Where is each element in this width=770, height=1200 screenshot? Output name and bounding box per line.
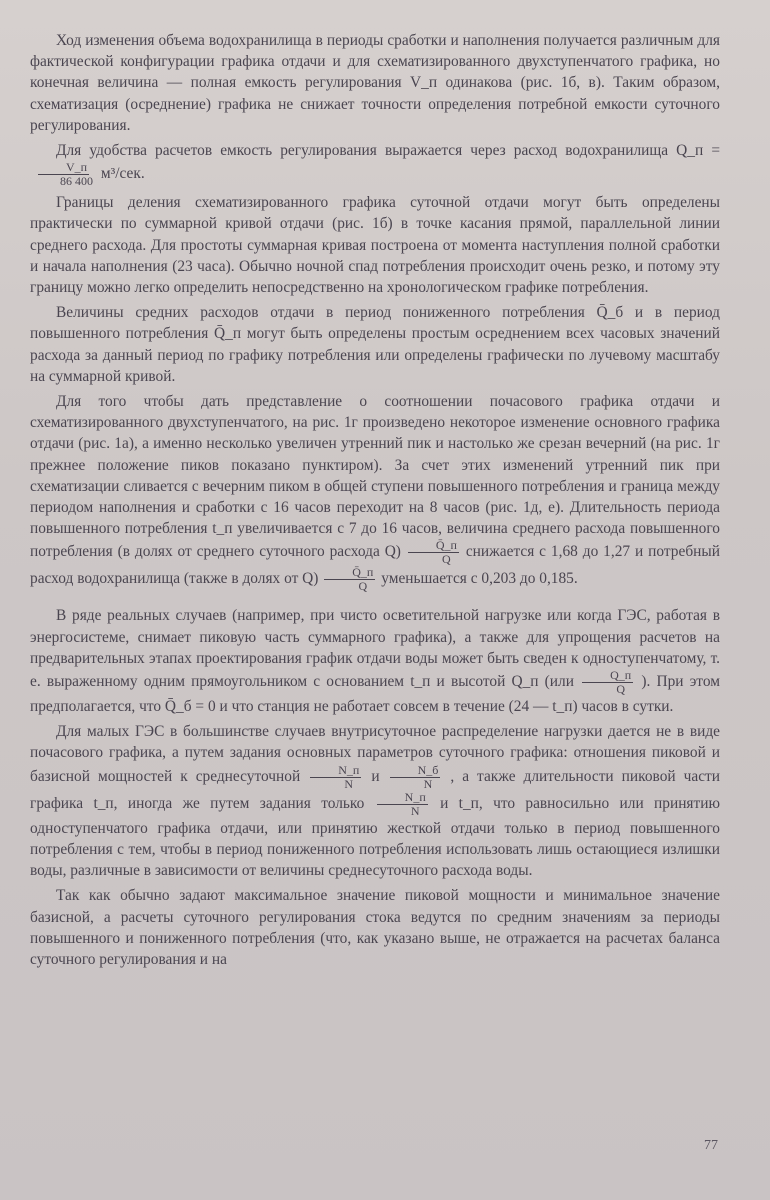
paragraph-text: Для того чтобы дать представление о соотношении почасового графика отдачи и схематизированного двухступенчатого, на рис. 1г произведено некоторое изменение основного графика отдачи (рис. 1а), а именно несколько увеличен утренний пик и настолько же срезан вечерний (на рис. 1г прежнее положение пиков показано пунктиром). За счет этих изменений утренний пик при схематизации сливается с вечерним пиком в общей ступени повышенного потребления и граница между периодом наполнения и сработки с 16 часов переходит на 8 часов (рис. 1д, е). Длительность периода повышенного потребления t_п увеличивается с 7 до 16 часов, величина среднего расхода повышенного потребления (в долях от среднего суточного расхода Q) — [30, 393, 720, 561]
fraction-numerator: V_п — [38, 161, 89, 175]
fraction-denominator: N — [410, 803, 420, 818]
paragraph — [30, 721, 720, 881]
paragraph-text: и t_п, что равносильно или принятию одноступенчатого графика отдачи, или принятию жесткой отдачи только в период повышенного потребления с тем, чтобы в период пониженного потребления использовать лишь остающиеся излишки воды, различные в зависимости от величины среднесуточного расхода воды. — [30, 794, 720, 880]
reservoir-discharge-ratio-fraction — [324, 566, 375, 593]
peak-power-ratio-fraction — [377, 791, 428, 818]
body-text — [30, 30, 720, 970]
fraction-numerator: N_п — [377, 791, 428, 805]
fraction-numerator: Q̄_п — [324, 566, 375, 580]
fraction-denominator: N — [423, 776, 433, 791]
paragraph-text: снижается с 1,68 до 1,27 и потребный расход водохранилища (также в долях от Q) — [30, 543, 720, 588]
fraction-numerator: N_б — [390, 764, 441, 778]
formula-lead-text: Для удобства расчетов емкость регулирования выражается через расход водохранилища Q_п = — [56, 142, 720, 160]
paragraph: Величины средних расходов отдачи в период пониженного потребления Q̄_б и в период повышенного потребления Q̄_п могут быть определены простым осреднением всех часовых значений расхода за данный период по графику потребления или определены графически по лучевому масштабу на суммарной кривой. — [30, 304, 720, 385]
fraction-denominator: Q — [616, 682, 625, 697]
page-number: 77 — [704, 1138, 718, 1153]
fraction-numerator: N_п — [310, 764, 361, 778]
fraction-denominator: 86 400 — [60, 174, 93, 189]
fraction-denominator: Q — [358, 579, 368, 594]
formula-unit-text: м³/сек. — [100, 165, 145, 183]
paragraph-text: , а также длительности пиковой части графика t_п, иногда же путем задания только — [30, 767, 720, 812]
peak-power-ratio-fraction — [310, 764, 361, 791]
paragraph — [30, 391, 720, 593]
paragraph-text: и — [371, 767, 380, 785]
fraction-denominator: Q — [442, 552, 451, 567]
paragraph: Так как обычно задают максимальное значение пиковой мощности и минимальное значение базисной, а расчеты суточного регулирования стока ведутся по средним значениям за периоды повышенного и пониженного потребления (что, как указано выше, не отражается на расчетах баланса суточного регулирования и на — [30, 887, 720, 968]
paragraph-with-formula — [30, 140, 720, 188]
fraction-numerator: Q_п — [582, 669, 633, 683]
paragraph: Границы деления схематизированного графика суточной отдачи могут быть определены практически по суммарной кривой отдачи (рис. 1б) в точке касания прямой, параллельной линии среднего расхода. Для простоты суммарная кривая построена от момента наступления полной сработки и начала наполнения (23 часа). Обычно ночной спад потребления происходит очень резко, и потому эту границу можно легко определить непосредственно на хронологическом графике потребления. — [30, 194, 720, 297]
fraction-denominator: N — [344, 776, 354, 791]
peak-discharge-ratio-fraction — [408, 539, 459, 566]
base-power-ratio-fraction — [390, 764, 441, 791]
paragraph-text: В ряде реальных случаев (например, при чисто осветительной нагрузке или когда ГЭС, работая в энергосистеме, снимает пиковую часть суммарного графика), а также для упрощения расчетов на предварительных этапах проектирования график отдачи воды может быть сведен к одноступенчатому, т. е. выраженному одним прямоугольником с основанием t_п и высотой Q_п (или — [30, 607, 720, 691]
paragraph-text: Для малых ГЭС в большинстве случаев внутрисуточное распределение нагрузки дается не в виде почасового графика, а путем задания основных параметров суточного графика: отношения пиковой и базисной мощностей к среднесуточной — [30, 723, 720, 785]
paragraph — [30, 605, 720, 717]
fraction-numerator: Q̄_п — [408, 539, 459, 553]
peak-discharge-ratio-fraction — [582, 669, 633, 696]
paragraph: Ход изменения объема водохранилища в периоды сработки и наполнения получается различным для фактической конфигурации графика отдачи и для схематизированного двухступенчатого графика, но конечная величина — полная емкость регулирования V_п одинакова (рис. 1б, в). Таким образом, схематизация (осреднение) графика не снижает точности определения потребной емкости суточного регулирования. — [30, 32, 720, 134]
discharge-formula-fraction — [32, 161, 95, 188]
paragraph-text: уменьшается с 0,203 до 0,185. — [381, 570, 578, 588]
paragraph-text: ). При этом предполагается, что Q̄_б = 0 и что станция не работает совсем в течение (24 — t_п) часов в сутки. — [30, 673, 720, 716]
